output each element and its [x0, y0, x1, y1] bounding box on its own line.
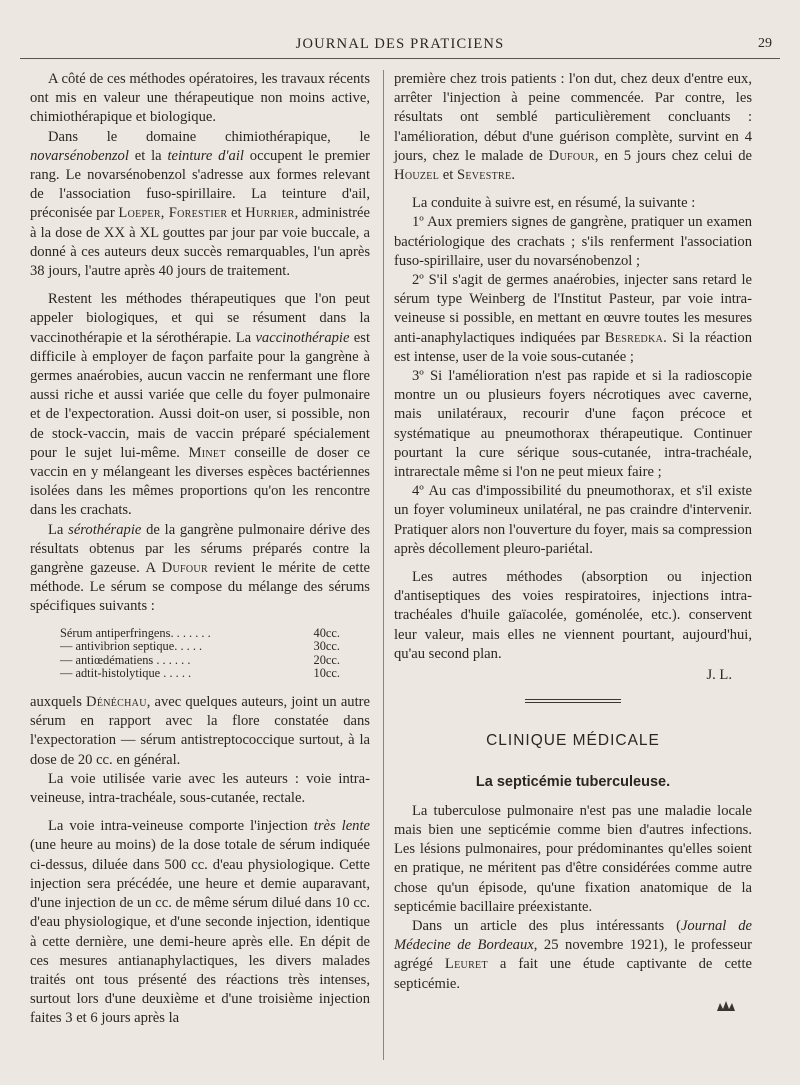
text: Restent les méthodes thérapeutiques que l'on peut appeler biologiques, et qui se résument dans la vaccinothérapie et la sérothérapie. La [30, 291, 370, 346]
list-item [394, 367, 752, 482]
author-name: Dénéchau [86, 694, 147, 711]
emphasis: novarsénobenzol [30, 147, 129, 164]
text: 4º Au cas d'impossibilité du pneumothorax, et s'il existe un foyer volumineux unilatéral, ne pas craindre d'intervenir. Pratiquer alors non l'ouverture du foyer, mais sa compression après décollement pleuro-pariétal. [394, 483, 752, 557]
paragraph [30, 290, 370, 520]
paragraph [30, 70, 370, 128]
serum-name: — adtit-histolytique . . . . . [60, 666, 192, 681]
paragraph [394, 802, 752, 917]
text: La voie utilisée varie avec les auteurs : voie intra-veineuse, intra-trachéale, sous-cutanée, rectale. [30, 770, 370, 807]
paragraph [30, 521, 370, 617]
text: , administrée à la dose de XX à XL gouttes par jour par voie buccale, a donné à ces auteurs deux succès remarquables, l'un après 38 jours, l'autre après 40 jours de traitement. [30, 205, 370, 280]
text: revient le mérite de cette méthode. Le sérum se compose du mélange des sérums spécifiques suivants : [30, 560, 370, 615]
paragraph [30, 770, 370, 808]
text: première chez trois patients : l'on dut, chez deux d'entre eux, arrêter l'injection à peine commencée. Par contre, les résultats ont semblé particulièrement concluants : l'amélioration, début d'une guérison complète, survint en 4 jours, chez le malade de [394, 71, 752, 164]
text: , avec quelques auteurs, joint un autre sérum en rapport avec la flore constatée dans l'expectoration — sérum antistreptococcique surtout, à la dose de 20 cc. en général. [30, 694, 370, 768]
text: (une heure au moins) de la dose totale de sérum indiquée ci-dessus, diluée dans 500 cc. d'eau physiologique. Cette injection sera précédée, une heure et demie auparavant, d'une injection de un cc. de même sérum dilué dans 10 cc. d'eau physiologique, et d'une seconde injection, identique à cette dernière, une demi-heure après elle. En dépit de ces mesures antianaphylactiques, les divers malades traités ont tous présenté des réactions très intenses, surtout lors d'une deuxième et d'une troisième injection faites 3 et 6 jours après la [30, 837, 370, 1027]
table-row [60, 667, 370, 681]
table-row [60, 640, 370, 654]
text: Les autres méthodes (absorption ou injection d'antiseptiques des voies respiratoires, injections intra-trachéales d'huile gaïacolée, goménolée, etc.). conservent leur valeur, mais elles ne viennent pourtant, aujourd'hui, qu'au second plan. [394, 569, 752, 662]
paragraph [394, 917, 752, 994]
text: Dans le domaine chimiothérapique, le [48, 128, 370, 145]
author-name: Sevestre [456, 167, 512, 184]
serum-dose: 30cc. [313, 639, 340, 654]
text: , en 5 jours chez celui de [594, 147, 753, 164]
emphasis: teinture d'ail [167, 147, 244, 164]
table-row [60, 654, 370, 668]
list-item [394, 482, 752, 559]
text: et [439, 167, 457, 184]
section-divider [525, 699, 621, 703]
page-number: 29 [758, 36, 772, 51]
author-name: Besredka [604, 329, 664, 346]
text: est difficile à employer de façon parfaite pour la gangrène à germes anaérobies, aucun vaccin ne renfermant une flore aussi riche et aussi variée que celle du foyer pulmonaire et de l'expectoration. Aussi doit-on user, si possible, non de stock-vaccin, mais de vaccin préparé spécialement pour le sujet lui-même. [30, 329, 370, 461]
journal-title: JOURNAL DES PRATICIENS [295, 36, 505, 52]
serum-name: — antiœdématiens . . . . . . [60, 652, 191, 667]
text: de la gangrène pulmonaire dérive des résultats obtenus par les sérums préparés contre la gangrène gazeuse. A [30, 521, 370, 577]
text: A côté de ces méthodes opératoires, les travaux récents ont mis en valeur une thérapeutique non moins active, chimiothérapique et biologique. [30, 71, 370, 126]
text: . [511, 167, 516, 184]
text: auxquels [30, 694, 86, 711]
text: Dans un article des plus intéressants ( [412, 917, 681, 934]
text: , 25 novembre 1921), le professeur agrégé [394, 937, 752, 973]
section-title: CLINIQUE MÉDICALE [486, 732, 660, 750]
author-name: Dufour [161, 560, 208, 577]
text: et la [128, 147, 168, 164]
paragraph [394, 70, 752, 185]
list-item [394, 271, 752, 367]
paragraph [30, 817, 370, 1028]
column-divider [383, 70, 384, 1060]
right-column [394, 70, 752, 994]
text: 1º Aux premiers signes de gangrène, pratiquer un examen bactériologique des crachats ; s'ils renferment l'association fuso-spirillaire, user du novarsénobenzol ; [394, 214, 752, 269]
text: La tuberculose pulmonaire n'est pas une maladie locale mais bien une septicémie comme bien d'autres infections. Les lésions pulmonaires, pour prédominantes qu'elles soient en pratique, ne méritent pas d'être considérées comme autre chose qu'un épisode, qu'une fixation anatomique de la septicémie bacillaire préexistante. [394, 802, 752, 915]
emphasis: très lente [313, 818, 370, 835]
serum-name: — antivibrion septique. . . . . [60, 639, 203, 654]
text: 3º Si l'amélioration n'est pas rapide et si la radioscopie montre un ou plusieurs foyers nécrotiques avec caverne, mais unilatéraux, recourir d'une façon précoce et systématique au pneumothorax thérapeutique. Continuer pourtant la cure sérique sous-cutanée, intra-trachéale, intrarectale même si l'on ne peut mieux faire ; [394, 368, 752, 481]
serum-table [60, 627, 370, 681]
list-item [394, 213, 752, 271]
paragraph [30, 128, 370, 282]
text: La [48, 521, 69, 538]
text: La conduite à suivre est, en résumé, la suivante : [412, 195, 696, 212]
text: et [227, 205, 246, 222]
serum-dose: 10cc. [313, 666, 340, 681]
serum-name: Sérum antiperfringens. . . . . . . [60, 625, 211, 640]
paragraph [394, 194, 752, 213]
left-column [30, 70, 370, 1029]
text: a fait une étude captivante de cette septicémie. [394, 956, 752, 992]
printer-ornament-icon [716, 1000, 736, 1012]
text: 2º S'il s'agit de germes anaérobies, injecter sans retard le sérum type Weinberg de l'Institut Pasteur, par voie intra-veineuse si possible, en mettant en œuvre toutes les mesures anti-anaphylactiques indiquées par [394, 272, 752, 346]
author-name: Loeper, Forestier [118, 205, 228, 222]
text: . Si la réaction est intense, user de la voie sous-cutanée ; [394, 329, 752, 365]
running-header [20, 32, 780, 59]
journal-citation: Journal de Médecine de Bordeaux [394, 917, 752, 954]
article-title: La septicémie tuberculeuse. [475, 773, 671, 790]
paragraph [394, 568, 752, 664]
text: conseille de doser ce vaccin en y mélangeant les diverses espèces bactériennes isolées dans les mêmes proportions qu'on les rencontre dans les crachats. [30, 444, 370, 519]
author-name: Dufour [548, 147, 595, 164]
table-row [60, 627, 370, 641]
serum-dose: 40cc. [313, 625, 340, 640]
author-name: Hurrier [245, 205, 295, 222]
author-name: Minet [188, 444, 226, 461]
author-name: Houzel [394, 167, 440, 184]
paragraph [30, 693, 370, 770]
author-name: Leuret [444, 956, 488, 973]
serum-dose: 20cc. [313, 652, 340, 667]
text: occupent le premier rang. Le novarsénobenzol s'adresse aux formes relevant de l'association fuso-spirillaire. La teinture d'ail, préconisée par [30, 147, 371, 222]
emphasis: sérothérapie [68, 521, 142, 538]
signature: J. L. [706, 667, 732, 684]
text: La voie intra-veineuse comporte l'injection [48, 818, 314, 835]
emphasis: vaccinothérapie [255, 329, 350, 346]
